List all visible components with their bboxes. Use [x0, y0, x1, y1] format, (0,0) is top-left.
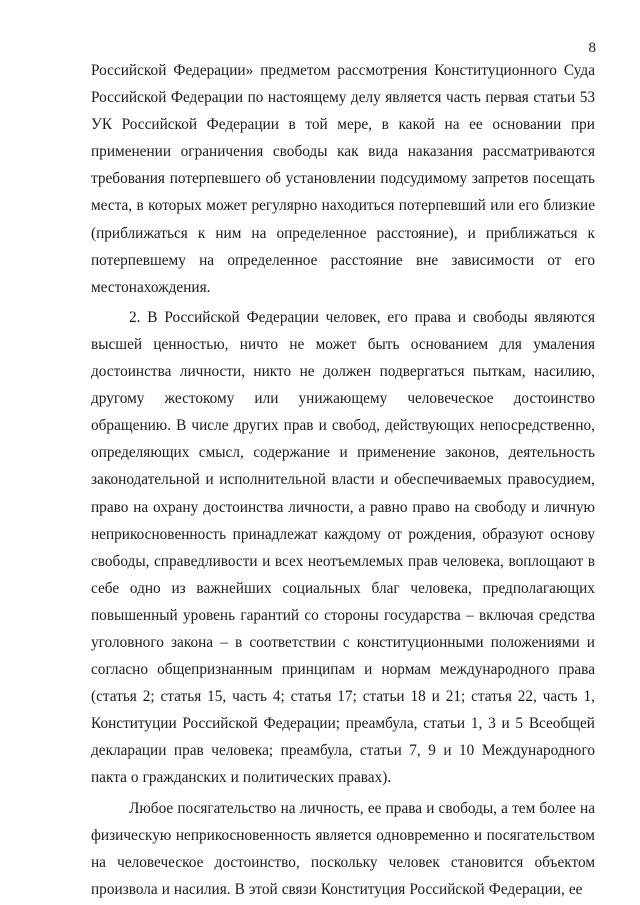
paragraph-encroachment: Любое посягательство на личность, ее права и свободы, а тем более на физическую неприкосновенность является одновременно и посягательством на человеческое достоинство, поскольку человек становится объектом произвола и насилия. В этой связи Конституция Российской Федерации, ее: [91, 799, 595, 898]
paragraph-section-2: 2. В Российской Федерации человек, его права и свободы являются высшей ценностью, ничто не может быть основанием для умаления достоинства личности, никто не должен подвергаться пыткам, насилию, другому жестокому или унижающему человеческое достоинство обращению. В числе других прав и свобод, действующих непосредственно, определяющих смысл, содержание и применение законов, деятельность законодательной и исполнительной власти и обеспечиваемых правосудием, право на охрану достоинства личности, а равно право на свободу и личную неприкосновенность принадлежат каждому от рождения, образуют основу свободы, справедливости и всех неотъемлемых прав человека, воплощают в себе одно из важнейших социальных благ человека, предполагающих повышенный уровень гарантий со стороны государства – включая средства уголовного закона – в соответствии с конституционными положениями и согласно общепризнанным принципам и нормам международного права (статья 2; статья 15, часть 4; статья 17; статьи 18 и 21; статья 22, часть 1, Конституции Российской Федерации; преамбула, статьи 1, 3 и 5 Всеобщей декларации прав человека; преамбула, статьи 7, 9 и 10 Международного пакта о гражданских и политических правах).: [91, 308, 595, 787]
paragraph-continuation: Российской Федерации» предметом рассмотрения Конституционного Суда Российской Федерации по настоящему делу является часть первая статьи 53 УК Российской Федерации в той мере, в какой на ее основании при применении ограничения свободы как вида наказания рассматриваются требования потерпевшего об установлении подсудимому запретов посещать места, в которых может регулярно находиться потерпевший или его близкие (приближаться к ним на определенное расстояние), и приближаться к потерпевшему на определенное расстояние вне зависимости от его местонахождения.: [91, 62, 595, 296]
page-number: 8: [588, 40, 596, 56]
body-text: [91, 57, 595, 903]
